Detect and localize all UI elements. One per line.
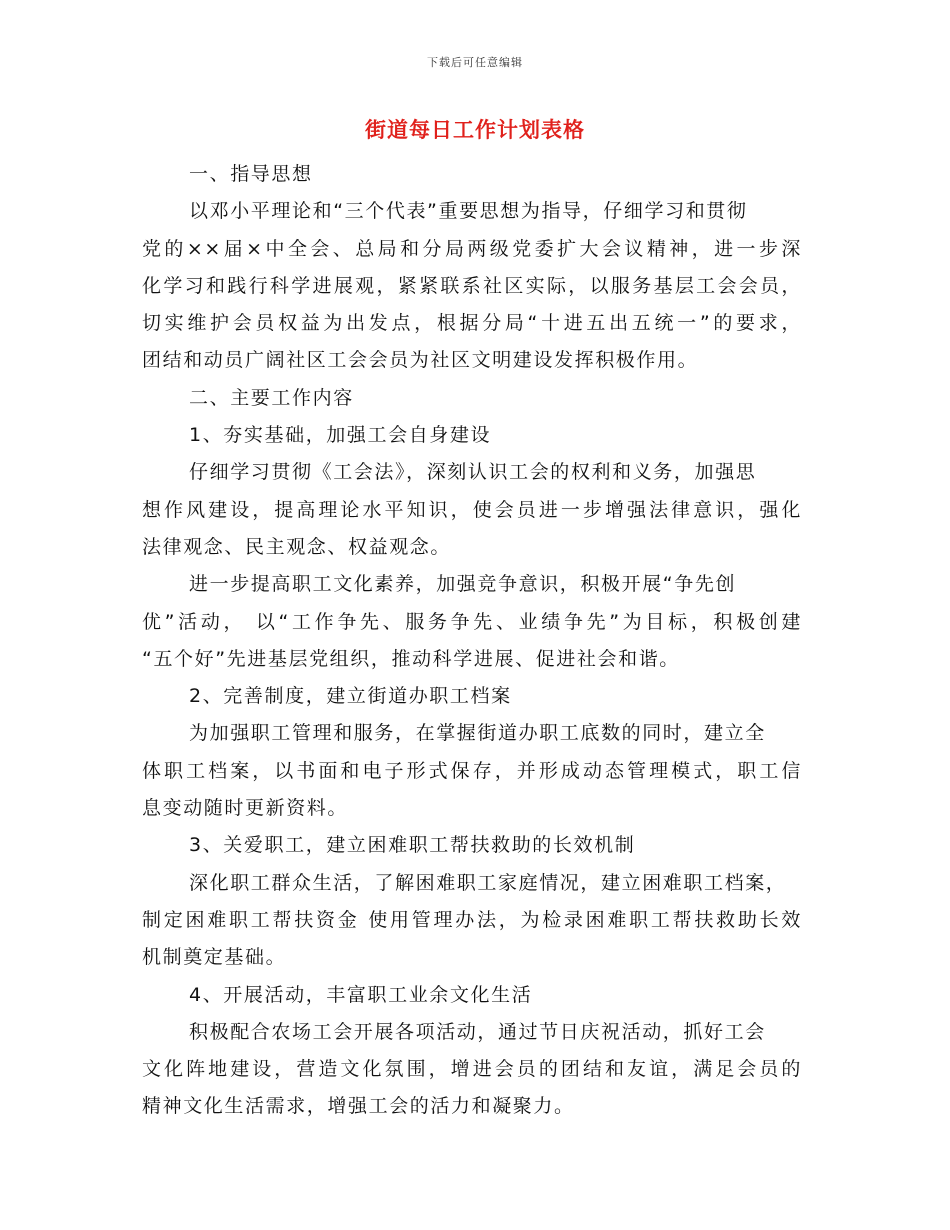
- paragraph-line: 为加强职工管理和服务，在掌握街道办职工底数的同时，建立全: [189, 722, 766, 745]
- paragraph-line: 进一步提高职工文化素养，加强竞争意识，积极开展“争先创: [189, 573, 737, 596]
- paragraph-line: 深化职工群众生活，了解困难职工家庭情况，建立困难职工档案，: [189, 871, 787, 894]
- paragraph-line: 以邓小平理论和“三个代表”重要思想为指导，仔细学习和贯彻: [189, 200, 748, 223]
- paragraph-line: 制定困难职工帮扶资金 使用管理办法，为检录困难职工帮扶救助长效: [142, 908, 802, 931]
- paragraph-line: 切实维护会员权益为出发点，根据分局“十进五出五统一”的要求，: [142, 312, 802, 335]
- subsection-heading: 4、开展活动，丰富职工业余文化生活: [189, 983, 533, 1006]
- paragraph-line: 机制奠定基础。: [142, 946, 287, 969]
- paragraph-line: 文化阵地建设，营造文化氛围，增进会员的团结和友谊，满足会员的: [142, 1058, 802, 1081]
- page-title: 街道每日工作计划表格: [365, 118, 585, 142]
- paragraph-line: 仔细学习贯彻《工会法》，深刻认识工会的权利和义务，加强思: [189, 461, 757, 484]
- paragraph-line: 精神文化生活需求，增强工会的活力和凝聚力。: [142, 1095, 575, 1118]
- subsection-heading: 3、关爱职工，建立困难职工帮扶救助的长效机制: [189, 834, 636, 857]
- subsection-heading: 2、完善制度，建立街道办职工档案: [189, 685, 512, 708]
- paragraph-line: 息变动随时更新资料。: [142, 797, 349, 820]
- download-note: 下载后可任意编辑: [427, 56, 523, 69]
- paragraph-line: 想作风建设，提高理论水平知识，使会员进一步增强法律意识，强化: [142, 498, 802, 521]
- paragraph-line: 法律观念、民主观念、权益观念。: [142, 535, 452, 558]
- paragraph-line: 积极配合农场工会开展各项活动，通过节日庆祝活动，抓好工会: [189, 1020, 766, 1043]
- section-heading: 二、主要工作内容: [189, 386, 354, 409]
- section-heading: 一、指导思想: [189, 163, 313, 185]
- paragraph-line: “五个好”先进基层党组织，推动科学进展、促进社会和谐。: [142, 647, 680, 670]
- paragraph-line: 优”活动， 以“工作争先、服务争先、业绩争先”为目标，积极创建: [142, 610, 802, 633]
- paragraph-line: 体职工档案，以书面和电子形式保存，并形成动态管理模式，职工信: [142, 759, 802, 782]
- document-body: [142, 156, 802, 1126]
- subsection-heading: 1、夯实基础，加强工会自身建设: [189, 424, 492, 447]
- paragraph-line: 党的××届×中全会、总局和分局两级党委扩大会议精神，进一步深: [142, 237, 802, 260]
- paragraph-line: 团结和动员广阔社区工会会员为社区文明建设发挥积极作用。: [142, 349, 699, 372]
- paragraph-line: 化学习和践行科学进展观，紧紧联系社区实际，以服务基层工会会员，: [142, 274, 802, 297]
